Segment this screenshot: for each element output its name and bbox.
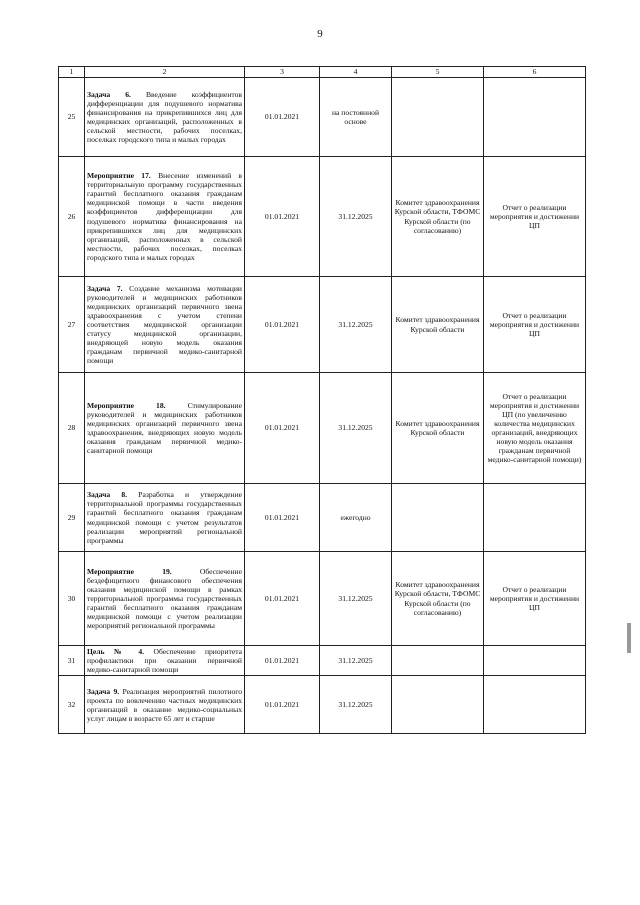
- row-number: 29: [59, 484, 85, 552]
- row-text: Введение коэффициентов дифференциации для подушевого норматива финансирования на прикрепившихся лиц для медицинских организаций, расположенных в сельской местности, рабочих поселках, поселках городского типа и малых городах: [87, 89, 243, 145]
- measures-table: [58, 66, 586, 734]
- table-row: [59, 676, 586, 734]
- row-end-date: 31.12.2025: [320, 277, 392, 373]
- row-end-date: на постоянной основе: [320, 78, 392, 157]
- row-text: Обеспечение бездефицитного финансового обеспечения оказания медицинской помощи в рамках территориальной программы государственных гарантий бесплатного оказания гражданам медицинской помощи с учетом реализации мероприятий региональной программы: [87, 566, 242, 631]
- row-text: Внесение изменений в территориальную программу государственных гарантий бесплатного оказания гражданам медицинской помощи в части введения коэффициентов дифференциации для подушевого норматива финансирования на прикрепившихся лиц для медицинских организаций, расположенных в сельской местности, рабочих поселках, поселках городского типа и малых городах: [87, 171, 242, 262]
- row-end-date: 31.12.2025: [320, 157, 392, 277]
- row-number: 28: [59, 373, 85, 484]
- row-number: 27: [59, 277, 85, 373]
- table-row: [59, 373, 586, 484]
- header-col-3: 3: [245, 67, 320, 78]
- table-row: [59, 277, 586, 373]
- row-start-date: 01.01.2021: [245, 78, 320, 157]
- table-row: [59, 646, 586, 676]
- table-row: [59, 552, 586, 646]
- row-description: [85, 552, 245, 646]
- row-result: Отчет о реализации мероприятия и достижении ЦП (по увеличению количества медицинских организаций, внедряющих новую модель оказания гражданам первичной медико-санитарной помощи): [484, 373, 586, 484]
- row-result: Отчет о реализации мероприятия и достижении ЦП: [484, 157, 586, 277]
- row-start-date: 01.01.2021: [245, 373, 320, 484]
- header-col-5: 5: [392, 67, 484, 78]
- row-start-date: 01.01.2021: [245, 484, 320, 552]
- row-text: Реализация мероприятий пилотного проекта по вовлечению частных медицинских организаций в оказание медико-социальных услуг лицам в возрасте 65 лет и старше: [87, 686, 242, 723]
- row-responsible: Комитет здравоохранения Курской области: [392, 373, 484, 484]
- row-text: Стимулирование руководителей и медицинских работников медицинских организаций первичного звена здравоохранения, внедряющих новую модель оказания гражданам первичной медико-санитарной помощи: [87, 400, 242, 456]
- row-description: [85, 78, 245, 157]
- header-col-4: 4: [320, 67, 392, 78]
- row-result: Отчет о реализации мероприятия и достижении ЦП: [484, 277, 586, 373]
- row-title: Задача 7.: [87, 283, 123, 293]
- header-col-6: 6: [484, 67, 586, 78]
- row-number: 31: [59, 646, 85, 676]
- row-title: Задача 9.: [87, 686, 120, 696]
- row-description: [85, 676, 245, 734]
- row-description: [85, 484, 245, 552]
- table-row: [59, 78, 586, 157]
- row-start-date: 01.01.2021: [245, 157, 320, 277]
- row-description: [85, 277, 245, 373]
- page-number: 9: [317, 28, 323, 40]
- table-header-row: [59, 67, 586, 78]
- row-end-date: 31.12.2025: [320, 646, 392, 676]
- row-responsible: Комитет здравоохранения Курской области, ТФОМС Курской области (по согласованию): [392, 552, 484, 646]
- table-row: [59, 157, 586, 277]
- header-col-1: 1: [59, 67, 85, 78]
- row-end-date: 31.12.2025: [320, 373, 392, 484]
- header-col-2: 2: [85, 67, 245, 78]
- row-start-date: 01.01.2021: [245, 277, 320, 373]
- row-result: [484, 78, 586, 157]
- row-number: 26: [59, 157, 85, 277]
- row-responsible: [392, 78, 484, 157]
- row-result: [484, 646, 586, 676]
- row-end-date: 31.12.2025: [320, 676, 392, 734]
- row-responsible: Комитет здравоохранения Курской области: [392, 277, 484, 373]
- row-responsible: [392, 676, 484, 734]
- scan-edge-mark: [627, 623, 631, 653]
- row-start-date: 01.01.2021: [245, 552, 320, 646]
- row-description: [85, 373, 245, 484]
- row-responsible: [392, 484, 484, 552]
- row-result: Отчет о реализации мероприятия и достижении ЦП: [484, 552, 586, 646]
- row-start-date: 01.01.2021: [245, 646, 320, 676]
- row-text: Разработка и утверждение территориальной программы государственных гарантий бесплатного оказания гражданам медицинской помощи с учетом результатов реализации мероприятий региональной программы: [87, 490, 242, 545]
- row-number: 25: [59, 78, 85, 157]
- row-responsible: [392, 646, 484, 676]
- row-title: Мероприятие 17.: [87, 171, 151, 181]
- row-title: Мероприятие 19.: [87, 566, 172, 576]
- row-description: [85, 157, 245, 277]
- row-text: Создание механизма мотивации руководителей и медицинских работников медицинских организаций первичного звена здравоохранения с учетом степени соответствия медицинской организации статусу медицинской организации, внедряющей новую модель оказания гражданам первичной медико-санитарной помощи: [87, 283, 242, 366]
- row-title: Задача 6.: [87, 89, 131, 99]
- row-title: Цель № 4.: [87, 647, 145, 656]
- row-responsible: Комитет здравоохранения Курской области, ТФОМС Курской области (по согласованию): [392, 157, 484, 277]
- row-title: Задача 8.: [87, 490, 128, 500]
- row-result: [484, 484, 586, 552]
- row-end-date: 31.12.2025: [320, 552, 392, 646]
- row-result: [484, 676, 586, 734]
- row-start-date: 01.01.2021: [245, 676, 320, 734]
- row-number: 32: [59, 676, 85, 734]
- row-end-date: ежегодно: [320, 484, 392, 552]
- row-title: Мероприятие 18.: [87, 400, 166, 410]
- row-number: 30: [59, 552, 85, 646]
- row-description: [85, 646, 245, 676]
- table-row: [59, 484, 586, 552]
- row-text: Обеспечение приоритета профилактики при оказании первичной медико-санитарной помощи: [87, 647, 242, 675]
